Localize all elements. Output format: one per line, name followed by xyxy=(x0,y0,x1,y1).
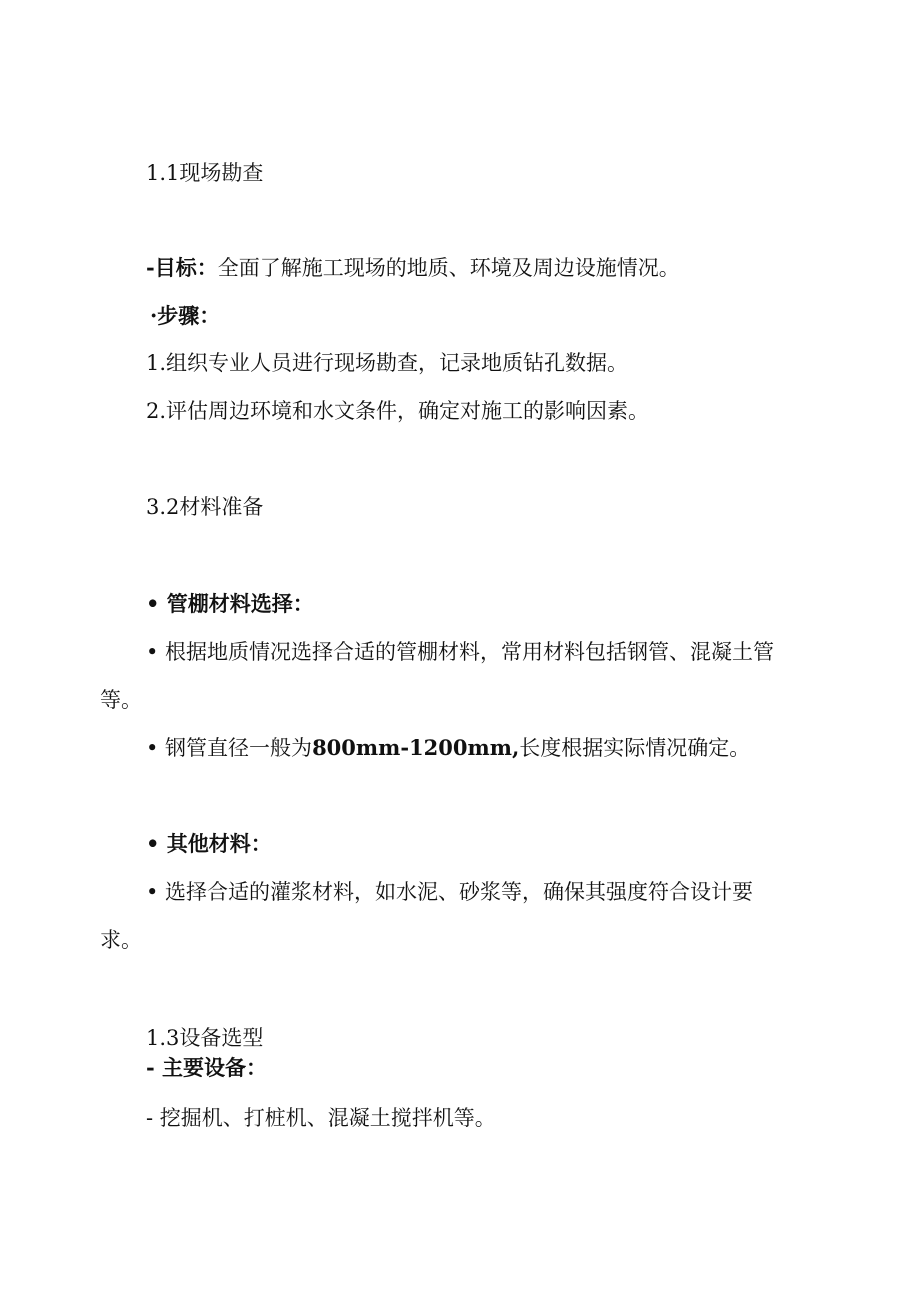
goal-label: -目标： xyxy=(146,255,218,280)
goal-text: 全面了解施工现场的地质、环境及周边设施情况。 xyxy=(217,256,680,280)
step-1: 1.组织专业人员进行现场勘查，记录地质钻孔数据。 xyxy=(146,351,629,375)
pipe-material-label: • 管棚材料选择： xyxy=(146,591,314,616)
section-heading-site-survey: 1.1现场勘查 xyxy=(146,161,264,185)
section-heading-materials: 3.2材料准备 xyxy=(146,495,264,519)
equipment-item: - 挖掘机、打桩机、混凝土搅拌机等。 xyxy=(146,1106,496,1130)
pipe-item-1-line-a: • 根据地质情况选择合适的管棚材料，常用材料包括钢管、混凝土管 xyxy=(146,640,775,664)
other-item-line-a: • 选择合适的灌浆材料，如水泥、砂浆等，确保其强度符合设计要 xyxy=(146,880,754,904)
other-item-line-b: 求。 xyxy=(100,928,142,952)
pipe-diameter-value: 800mm-1200mm, xyxy=(312,735,520,760)
other-material-label: • 其他材料： xyxy=(146,831,272,856)
step-2: 2.评估周边环境和水文条件，确定对施工的影响因素。 xyxy=(146,399,650,423)
pipe-item-1-line-b: 等。 xyxy=(100,688,142,712)
pipe-item-2-prefix: • 钢管直径一般为 xyxy=(146,736,313,760)
equipment-label: - 主要设备： xyxy=(146,1055,268,1080)
section-heading-equipment: 1.3设备选型 xyxy=(146,1026,264,1050)
pipe-item-2 xyxy=(146,734,750,762)
steps-label: ·步骤： xyxy=(150,303,221,328)
goal-line xyxy=(146,254,680,282)
pipe-item-2-suffix: 长度根据实际情况确定。 xyxy=(519,736,751,760)
